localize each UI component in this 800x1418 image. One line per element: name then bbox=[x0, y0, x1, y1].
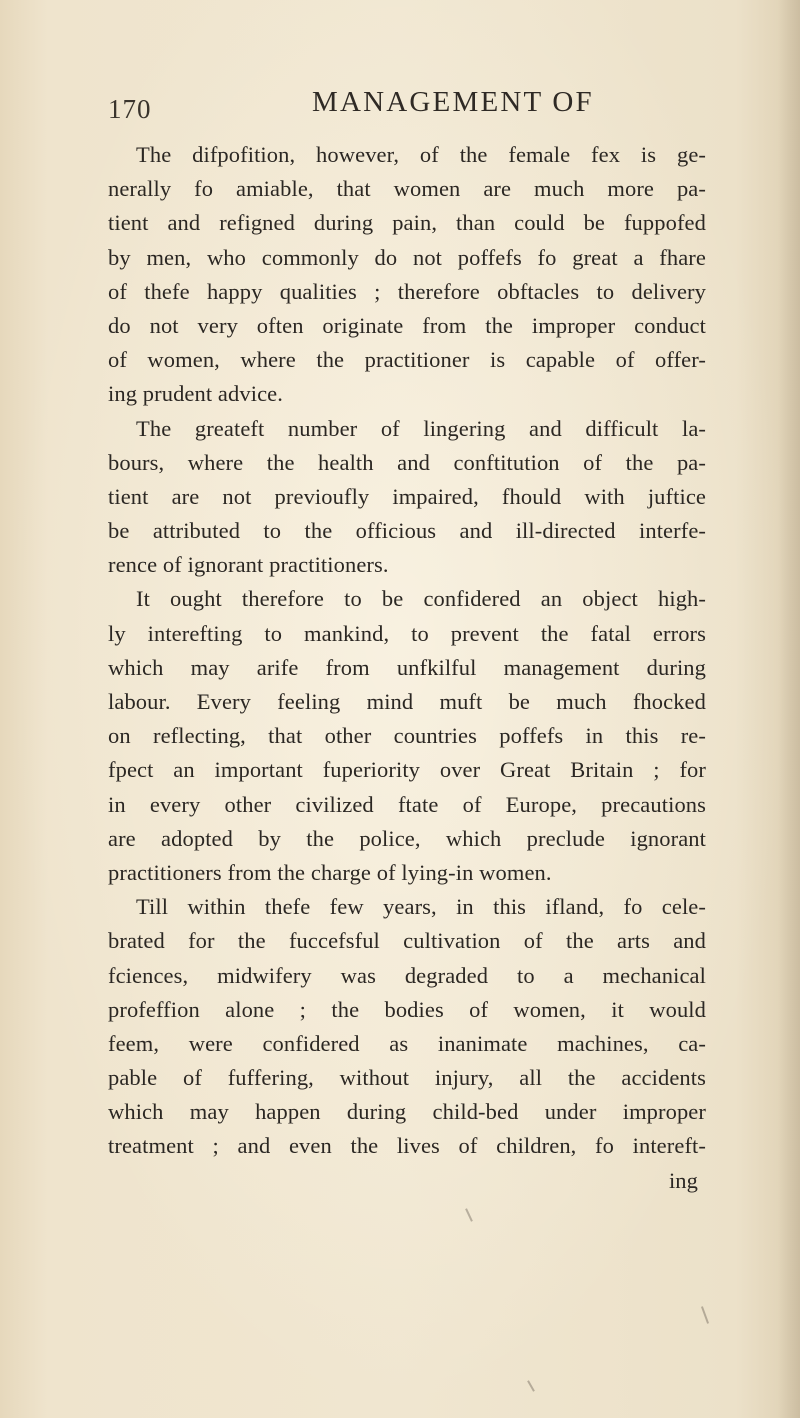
text-line: fpect an important fuperiority over Great Britain ; for bbox=[108, 757, 706, 783]
text-line: bours, where the health and conftitution of the pa- bbox=[108, 449, 706, 475]
text-line: are adopted by the police, which preclude ignorant bbox=[108, 825, 706, 851]
text-line: on reflecting, that other countries poffefs in this re- bbox=[108, 723, 706, 749]
text-line: ing prudent advice. bbox=[108, 381, 283, 407]
catchword: ing bbox=[668, 1167, 698, 1193]
text-line: treatment ; and even the lives of children, fo intereft- bbox=[108, 1133, 706, 1159]
text-line: brated for the fuccefsful cultivation of the arts and bbox=[108, 928, 706, 954]
text-line: which may arife from unfkilful management during bbox=[108, 654, 706, 680]
text-line: pable of fuffering, without injury, all the accidents bbox=[108, 1065, 706, 1091]
text-line: Till within thefe few years, in this ifland, fo cele- bbox=[136, 894, 706, 920]
page-number: 170 bbox=[108, 94, 152, 124]
text-line: of thefe happy qualities ; therefore obftacles to delivery bbox=[108, 278, 706, 304]
text-line: of women, where the practitioner is capable of offer- bbox=[108, 347, 706, 373]
text-line: tient and refigned during pain, than could be fuppofed bbox=[108, 210, 706, 236]
text-line: It ought therefore to be confidered an object high- bbox=[136, 586, 706, 612]
running-head bbox=[0, 86, 800, 130]
text-line: do not very often originate from the improper conduct bbox=[108, 312, 706, 338]
text-line: rence of ignorant practitioners. bbox=[108, 552, 389, 578]
ink-speck bbox=[527, 1380, 535, 1391]
text-line: The difpofition, however, of the female fex is ge- bbox=[136, 142, 706, 167]
text-line: be attributed to the officious and ill-directed interfe- bbox=[108, 518, 706, 544]
ink-speck bbox=[465, 1208, 473, 1222]
page-edge-shadow bbox=[778, 0, 800, 1418]
text-line: profeffion alone ; the bodies of women, it would bbox=[108, 996, 706, 1022]
text-line: which may happen during child-bed under improper bbox=[108, 1099, 706, 1125]
text-line: feem, were confidered as inanimate machines, ca- bbox=[108, 1030, 706, 1056]
text-line: fciences, midwifery was degraded to a mechanical bbox=[108, 962, 706, 988]
running-title: MANAGEMENT OF bbox=[312, 86, 594, 118]
ink-speck bbox=[701, 1306, 709, 1324]
body-text bbox=[108, 138, 706, 1198]
text-line: tient are not previoufly impaired, fhould with juftice bbox=[108, 483, 706, 509]
text-line: by men, who commonly do not poffefs fo great a fhare bbox=[108, 244, 706, 270]
text-line: The greateft number of lingering and difficult la- bbox=[136, 415, 706, 441]
text-line: in every other civilized ftate of Europe, precautions bbox=[108, 791, 706, 817]
text-line: nerally fo amiable, that women are much more pa- bbox=[108, 176, 706, 202]
text-line: practitioners from the charge of lying-in women. bbox=[108, 859, 552, 885]
text-line: labour. Every feeling mind muft be much fhocked bbox=[108, 689, 706, 714]
text-line: ly interefting to mankind, to prevent the fatal errors bbox=[108, 620, 706, 646]
